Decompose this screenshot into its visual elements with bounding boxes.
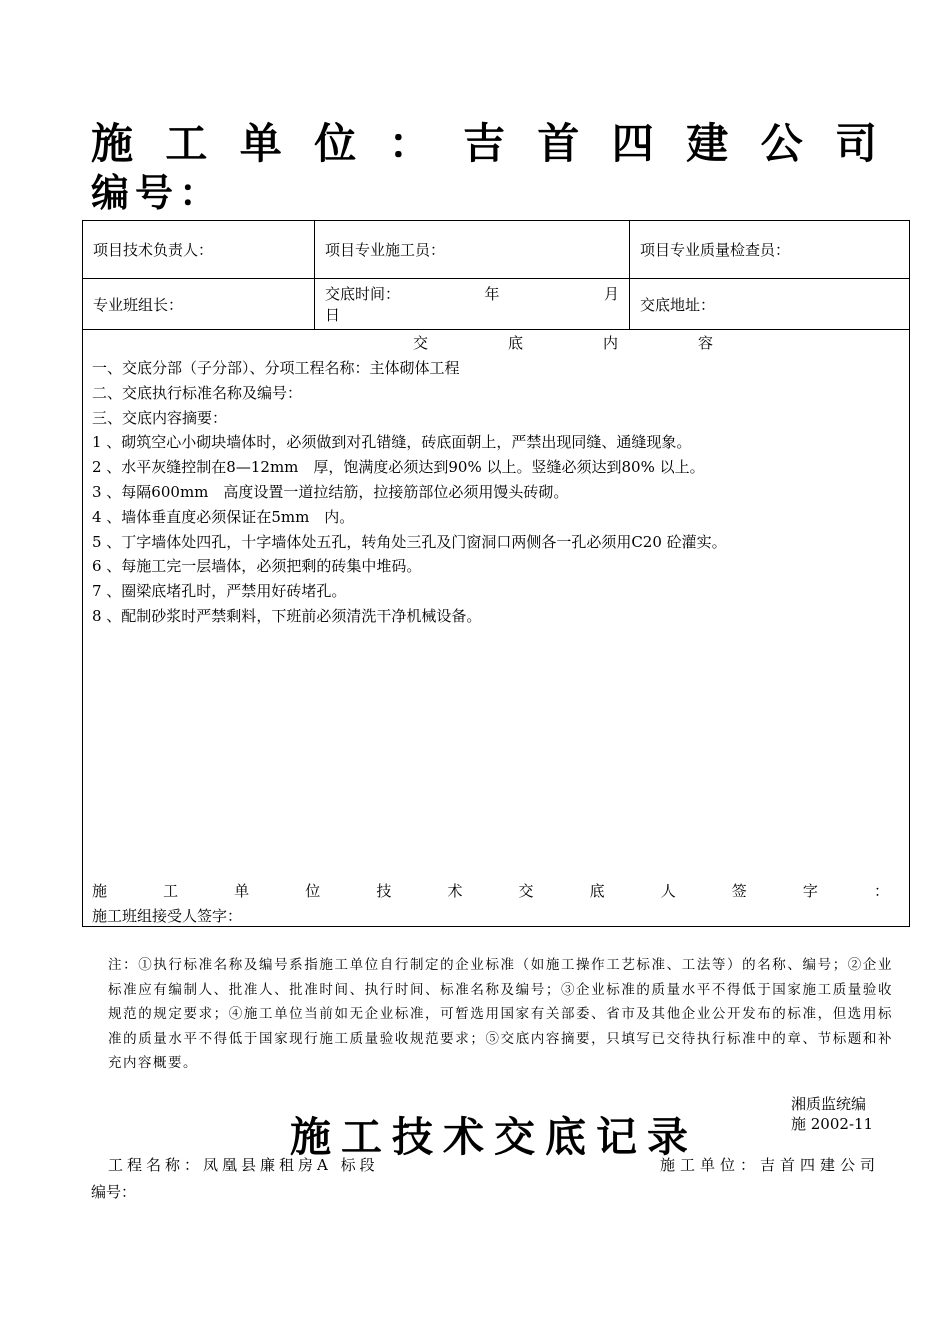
briefing-table xyxy=(82,220,910,927)
footer-number: 编号： xyxy=(91,1183,137,1201)
heading-char: 内 xyxy=(602,334,618,352)
content-line: 7 、圈梁底堵孔时，严禁用好砖堵孔。 xyxy=(92,582,347,601)
content-line: 5 、丁字墙体处四孔，十字墙体处五孔，转角处三孔及门窗洞口两侧各一孔必须用C20 砼灌实。 xyxy=(92,532,727,551)
form-code-line1: 湘质监统编 xyxy=(791,1095,867,1113)
form-code xyxy=(791,1094,873,1134)
tech-leader-label: 项目技术负责人： xyxy=(93,241,214,259)
tech-leader-cell xyxy=(83,221,315,279)
team-signature-label: 施工班组接受人签字： xyxy=(92,907,243,925)
day-label: 日 xyxy=(325,306,341,324)
heading-char: 容 xyxy=(697,334,713,352)
briefing-time-cell xyxy=(315,279,630,330)
project-name: 工程名称：凤凰县廉租房A 标段 xyxy=(108,1156,379,1174)
content-line: 1 、砌筑空心小砌块墙体时，必须做到对孔错缝，砖底面朝上，严禁出现同缝、通缝现象。 xyxy=(92,433,692,452)
location-cell xyxy=(630,279,910,330)
heading-char: 底 xyxy=(507,334,523,352)
content-line: 三、交底内容摘要： xyxy=(92,408,228,427)
content-line: 二、交底执行标准名称及编号： xyxy=(92,383,303,402)
team-leader-cell xyxy=(83,279,315,330)
quality-inspector-label: 项目专业质量检查员： xyxy=(640,241,791,259)
month-label: 月 xyxy=(603,285,619,303)
specialty-constructor-label: 项目专业施工员： xyxy=(325,241,446,259)
number-heading: 编号： xyxy=(91,170,224,215)
content-lines xyxy=(92,356,727,629)
team-leader-label: 专业班组长： xyxy=(93,295,184,314)
content-cell xyxy=(83,330,910,927)
content-line: 2 、水平灰缝控制在8—12mm 厚，饱满度必须达到90% 以上。竖缝必须达到80% 以上。 xyxy=(92,458,705,477)
location-label: 交底地址： xyxy=(640,295,716,314)
quality-inspector-cell xyxy=(630,221,910,279)
content-line: 3 、每隔600mm 高度设置一道拉结筋，拉接筋部位必须用馒头砖砌。 xyxy=(92,482,569,501)
year-label: 年 xyxy=(484,285,500,303)
construction-unit-heading: 施工单位：吉首四建公司 xyxy=(91,119,881,168)
specialty-constructor-cell xyxy=(315,221,630,279)
content-line: 6 、每施工完一层墙体，必须把剩的砖集中堆码。 xyxy=(92,557,422,576)
content-line: 4 、墙体垂直度必须保证在5mm 内。 xyxy=(92,507,355,526)
time-label: 交底时间： xyxy=(325,285,401,303)
footer-construction-unit: 施工单位：吉首四建公司 xyxy=(660,1156,881,1174)
content-line: 一、交底分部（子分部）、分项工程名称：主体砌体工程 xyxy=(92,359,460,377)
heading-char: 交 xyxy=(413,334,429,352)
form-code-line2: 施 2002-11 xyxy=(791,1115,874,1133)
tech-signature-label: 施工单位技术交底人签字： xyxy=(92,882,889,900)
note-text: 注：①执行标准名称及编号系指施工单位自行制定的企业标准（如施工操作工艺标准、工法等）的名称、编号；②企业标准应有编制人、批准人、批准时间、执行时间、标准名称及编号；③企业标准的质量水平不得低于国家施工质量验收规范的规定要求；④施工单位当前如无企业标准，可暂选用国家有关部委、省市及其他企业公开发布的标准，但选用标准的质量水平不得低于国家现行施工质量验收规范要求；⑤交底内容摘要，只填写已交待执行标准中的章、节标题和补充内容概要。 xyxy=(108,957,893,1072)
content-heading xyxy=(413,332,713,353)
content-line: 8 、配制砂浆时严禁剩料，下班前必须清洗干净机械设备。 xyxy=(92,606,482,625)
record-title: 施工技术交底记录 xyxy=(290,1113,698,1161)
